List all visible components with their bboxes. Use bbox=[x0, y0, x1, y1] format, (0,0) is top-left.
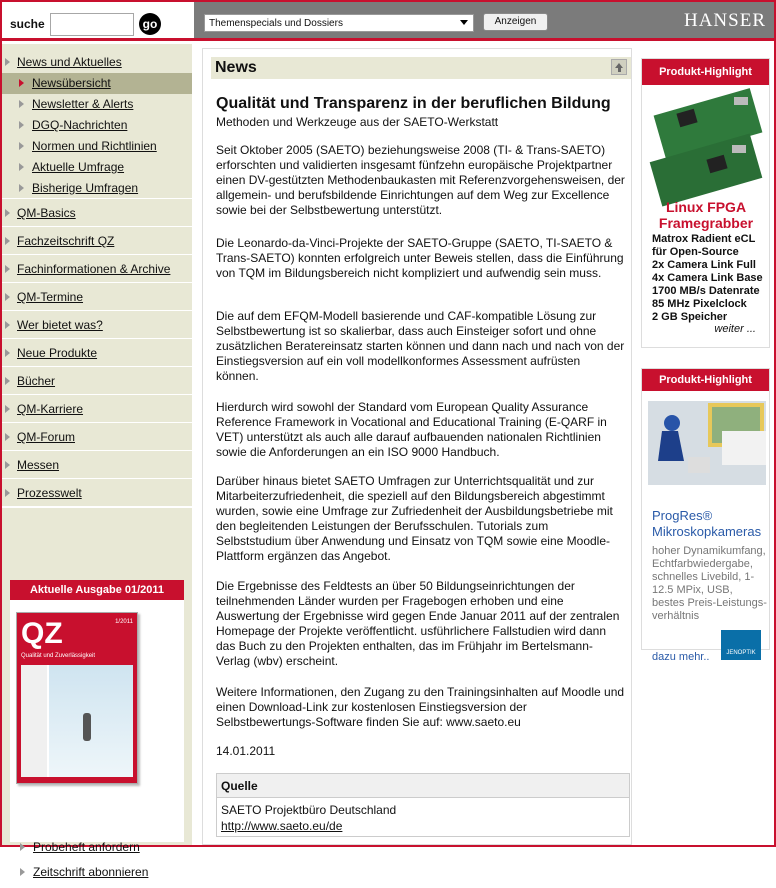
cover-figure bbox=[83, 713, 91, 741]
promo-body bbox=[652, 233, 768, 324]
promo-header: Produkt-Highlight bbox=[642, 369, 769, 391]
main-content bbox=[202, 48, 632, 845]
issue-link-label[interactable]: Probeheft anfordern bbox=[33, 840, 140, 854]
topic-select[interactable] bbox=[204, 14, 474, 32]
nav-item-label[interactable]: QM-Basics bbox=[17, 206, 76, 220]
article-paragraph: Die auf dem EFQM-Modell basierende und CAF-kompatible Lösung zur Selbstbewertung ist so skalierbar, dass auch Einsteiger sofort und ohne zusätzlichen Beratereinsatz starten können und dann nach und nach von der Einstiegsversion auf ein voll modellkonformes Assessment aufrüsten können. bbox=[216, 309, 625, 383]
nav-item-label[interactable]: QM-Forum bbox=[17, 430, 75, 444]
triangle-right-icon bbox=[20, 843, 25, 851]
article-paragraph: Weitere Informationen, den Zugang zu den Trainingsinhalten auf Moodle und einen Download-Link zur kostenlosen Einstiegsversion der Selbstbewertungs-Software finden Sie auf: www.saeto.eu bbox=[216, 685, 625, 729]
product-highlight-progres[interactable] bbox=[641, 368, 770, 663]
triangle-right-icon bbox=[5, 265, 10, 273]
nav-item-fachzeitschrift[interactable] bbox=[2, 227, 192, 255]
promo-header: Produkt-Highlight bbox=[642, 59, 769, 85]
chevron-down-icon bbox=[460, 20, 468, 25]
arrow-up-icon[interactable] bbox=[611, 59, 627, 75]
triangle-right-icon bbox=[19, 79, 24, 87]
nav-item-label[interactable]: QM-Karriere bbox=[17, 402, 84, 416]
subnav-item-dgq[interactable] bbox=[2, 115, 192, 136]
search-area bbox=[2, 2, 192, 38]
promo-title[interactable]: Linux FPGA Framegrabber bbox=[658, 199, 754, 231]
article-paragraph: Darüber hinaus bietet SAETO Umfragen zur Unterrichtsqualität und zur Mitarbeiterzufriedenheit, die speziell auf den Bildungsbereich abgestimmt wurden, sowie eine Umfrage zur Zufriedenheit der Ausbildungsbetriebe mit den begleitenden Leistungen der Berufsschulen. Tutorials zum Selbststudium über Anwendung und Einsatz von TQM sowie eine Moodle-Plattform ergänzen das Angebot. bbox=[216, 474, 613, 563]
subnav-item-label[interactable]: Normen und Richtlinien bbox=[32, 139, 157, 153]
subnav-item-label[interactable]: DGQ-Nachrichten bbox=[32, 118, 128, 132]
triangle-right-icon bbox=[5, 489, 10, 497]
microscope-camera-image bbox=[648, 401, 766, 485]
issue-links bbox=[10, 838, 192, 888]
sidebar bbox=[2, 44, 192, 879]
subnav-item-label[interactable]: Newsletter & Alerts bbox=[32, 97, 134, 111]
header-bar bbox=[194, 2, 774, 38]
triangle-right-icon bbox=[5, 293, 10, 301]
article-paragraph: Hierdurch wird sowohl der Standard vom European Quality Assurance Reference Framework in Vocational and Educational Training (E-QARF in VET) unterstützt als auch alle darauf aufbauenden nationalen Richtlinien sowie die Anforderungen an ein ISO 9000 Handbuch. bbox=[216, 400, 607, 459]
cover-issue: 1/2011 bbox=[115, 619, 133, 625]
triangle-right-icon bbox=[5, 321, 10, 329]
framegrabber-board-image bbox=[648, 91, 766, 199]
promo-more-link[interactable]: weiter ... bbox=[714, 323, 756, 335]
article-paragraph: Seit Oktober 2005 (SAETO) beziehungsweise 2008 (TI- & Trans-SAETO) erforschten und validierten insgesamt fünfzehn europäische Projektpartner einen DV-gestützten Methodenbaukasten mit Referenzvorgehensweisen, der allgemein- und berufsbildende Einrichtungen auf dem Weg zur Excellence sowie bei der Selbstbewertung unterstützt. bbox=[216, 143, 625, 217]
subnav-item-aktuelle-umfrage[interactable] bbox=[2, 157, 192, 178]
nav-item-qm-basics[interactable] bbox=[2, 199, 192, 227]
hanser-logo: HANSER bbox=[683, 10, 766, 31]
subnav-item-normen[interactable] bbox=[2, 136, 192, 157]
triangle-right-icon bbox=[5, 209, 10, 217]
nav-item-buecher[interactable] bbox=[2, 367, 192, 395]
promo-inner bbox=[646, 393, 767, 663]
triangle-right-icon bbox=[5, 377, 10, 385]
cover-sidebar bbox=[21, 665, 47, 777]
subnav-item-newsletter[interactable] bbox=[2, 94, 192, 115]
triangle-right-icon bbox=[19, 142, 24, 150]
subnav-item-label[interactable]: Aktuelle Umfrage bbox=[32, 160, 125, 174]
nav-item-news[interactable] bbox=[2, 48, 192, 73]
cover-sky bbox=[49, 665, 133, 777]
promo-more-link[interactable]: dazu mehr.. bbox=[652, 651, 710, 663]
promo-inner bbox=[646, 87, 766, 343]
triangle-right-icon bbox=[5, 405, 10, 413]
cover-logo: QZ bbox=[21, 617, 63, 650]
promo-line: Matrox Radient eCL bbox=[652, 233, 756, 245]
cover-image bbox=[21, 665, 133, 777]
nav-section bbox=[2, 48, 192, 508]
promo-line: 85 MHz Pixelclock bbox=[652, 298, 747, 310]
nav-item-neue-produkte[interactable] bbox=[2, 339, 192, 367]
nav-item-label[interactable]: News und Aktuelles bbox=[17, 55, 122, 69]
triangle-right-icon bbox=[19, 100, 24, 108]
source-name: SAETO Projektbüro Deutschland bbox=[221, 803, 397, 817]
subnav-item-label[interactable]: Bisherige Umfragen bbox=[32, 181, 139, 195]
triangle-right-icon bbox=[5, 433, 10, 441]
section-title: News bbox=[215, 59, 257, 76]
promo-title[interactable]: ProgRes® Mikroskopkameras bbox=[652, 508, 762, 539]
promo-line: für Open-Source bbox=[652, 246, 739, 258]
triangle-right-icon bbox=[19, 184, 24, 192]
current-issue-box bbox=[10, 580, 184, 879]
source-link[interactable]: http://www.saeto.eu/de bbox=[221, 819, 343, 833]
search-input[interactable] bbox=[50, 13, 134, 36]
triangle-right-icon bbox=[20, 868, 25, 876]
current-issue-title: Aktuelle Ausgabe 01/2011 bbox=[10, 580, 184, 600]
nav-item-messen[interactable] bbox=[2, 451, 192, 479]
jenoptik-logo: JENOPTIK bbox=[721, 630, 761, 660]
nav-item-label[interactable]: Bücher bbox=[17, 374, 56, 388]
news-header bbox=[211, 57, 631, 79]
nav-item-label[interactable]: Fachinformationen & Archive bbox=[17, 262, 171, 276]
nav-item-label[interactable]: Fachzeitschrift QZ bbox=[17, 234, 115, 248]
promo-line: 4x Camera Link Base bbox=[652, 272, 763, 284]
triangle-right-icon bbox=[19, 163, 24, 171]
triangle-right-icon bbox=[5, 58, 10, 66]
nav-item-qm-forum[interactable] bbox=[2, 423, 192, 451]
triangle-right-icon bbox=[5, 349, 10, 357]
nav-item-qm-karriere[interactable] bbox=[2, 395, 192, 423]
subnav-item-newsuebersicht[interactable] bbox=[2, 73, 192, 94]
nav-item-prozesswelt[interactable] bbox=[2, 479, 192, 507]
triangle-right-icon bbox=[19, 121, 24, 129]
go-button[interactable]: go bbox=[139, 13, 161, 35]
source-box bbox=[216, 773, 630, 837]
nav-item-wer-bietet-was[interactable] bbox=[2, 311, 192, 339]
source-body bbox=[217, 798, 629, 838]
article-subtitle: Methoden und Werkzeuge aus der SAETO-Werkstatt bbox=[216, 115, 499, 129]
promo-body: hoher Dynamikumfang, Echtfarbwiedergabe, schnelles Livebild, 1-12.5 MPix, USB, bestes Preis-Leistungs-verhältnis bbox=[652, 545, 767, 622]
promo-line: 2 GB Speicher bbox=[652, 311, 728, 323]
nav-item-qm-termine[interactable] bbox=[2, 283, 192, 311]
show-button[interactable]: Anzeigen bbox=[483, 13, 548, 31]
subnav-item-label[interactable]: Newsübersicht bbox=[32, 76, 111, 90]
article-paragraph: Die Leonardo-da-Vinci-Projekte der SAETO-Gruppe (SAETO, TI-SAETO & Trans-SAETO) konnten erfolgreich unter Beweis stellen, dass die Einführung von TQM im Bildungsbereich nicht kompliziert und aufwendig sein muss. bbox=[216, 236, 624, 280]
promo-line: 1700 MB/s Datenrate bbox=[652, 285, 760, 297]
search-label: suche bbox=[10, 17, 45, 31]
magazine-cover[interactable] bbox=[16, 612, 138, 784]
article-title: Qualität und Transparenz in der beruflichen Bildung bbox=[216, 95, 611, 112]
nav-item-label[interactable]: Messen bbox=[17, 458, 60, 472]
nav-item-label[interactable]: Prozesswelt bbox=[17, 486, 82, 500]
article-paragraph: Die Ergebnisse des Feldtests an über 50 Bildungseinrichtungen der teilnehmenden Länder wurden per Fragebogen erhoben und eine Auswertung der Ergebnisse wird gegen Ende Januar 2011 auf der zentralen Homepage der Projekte veröffentlicht. usführlichere Fallstudien wird dann das Buch zu den Projekten enthalten, das im Frühjahr im Bertelsmann-Verlag (wbv) erscheint. bbox=[216, 579, 620, 668]
nav-item-label[interactable]: Wer bietet was? bbox=[17, 318, 103, 332]
promo-line: 2x Camera Link Full bbox=[652, 259, 756, 271]
article-date: 14.01.2011 bbox=[216, 744, 276, 758]
nav-item-label[interactable]: QM-Termine bbox=[17, 290, 84, 304]
nav-item-label[interactable]: Neue Produkte bbox=[17, 346, 98, 360]
issue-link-abonnieren[interactable] bbox=[10, 863, 192, 888]
cover-subtitle: Qualität und Zuverlässigkeit bbox=[21, 653, 96, 659]
issue-link-label[interactable]: Zeitschrift abonnieren bbox=[33, 865, 149, 879]
issue-link-probeheft[interactable] bbox=[10, 838, 192, 863]
triangle-right-icon bbox=[5, 461, 10, 469]
top-bar bbox=[2, 2, 774, 38]
source-label: Quelle bbox=[217, 774, 629, 798]
nav-item-fachinformationen[interactable] bbox=[2, 255, 192, 283]
triangle-right-icon bbox=[5, 237, 10, 245]
product-highlight-framegrabber[interactable] bbox=[641, 58, 770, 348]
subnav-item-bisherige-umfragen[interactable] bbox=[2, 178, 192, 199]
topic-select-value: Themenspecials und Dossiers bbox=[209, 18, 343, 29]
